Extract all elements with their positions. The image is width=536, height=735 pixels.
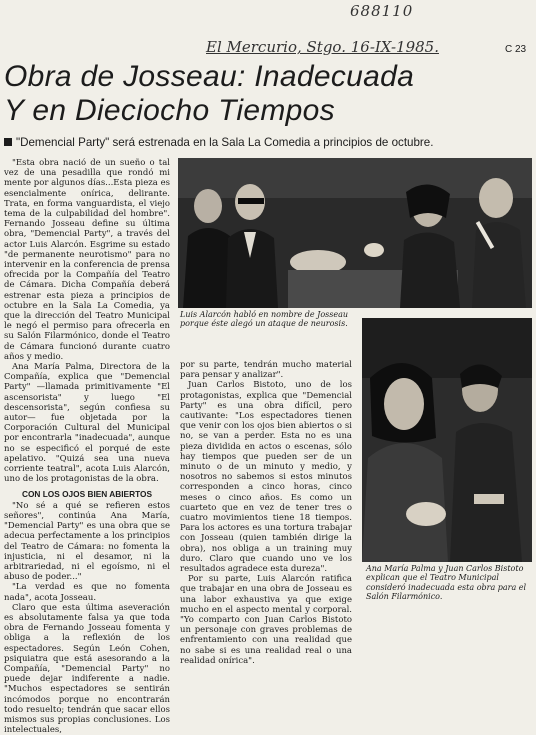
- actors-image: [362, 318, 532, 562]
- paragraph: por su parte, tendrán mucho material para pensar y analizar".: [180, 360, 352, 381]
- archive-code: 688110: [350, 2, 414, 20]
- paragraph: "La verdad es que no fomenta nada", acota Josseau.: [4, 582, 170, 603]
- paragraph: Ana María Palma, Directora de la Compañía, explica que "Demencial Party" —llamada primitivamente "El ascensorista" y luego "El descensorista", según confiesa su autor— fue objetada por la Corporación Cultural del Municipal por encontrarla "inadecuada", aunque no se especificó el porqué de este apelativo. "Quizá sea una nueva corriente teatral", acota Luis Alarcón, uno de los protagonistas de la obra.: [4, 362, 170, 485]
- square-bullet-icon: [4, 138, 12, 146]
- paragraph: Juan Carlos Bistoto, uno de los protagonistas, explica que "Demencial Party" es una obra difícil, pero cautivante: "Los espectadores tienen que venir con los ojos bien abiertos o si no, se van a perder. Esta no es una pieza dividida en actos o escenas, sólo hay tiempos que pueden ser de un minuto o de un minuto y medio, y nosotros no sabemos si estos minutos corresponden a cinco horas, cinco meses o cinco años. Es como un cuarteto que en vez de tener tres o cuatro movimientos tiene 18 tiempos. Para los actores es una tortura trabajar con Josseau (quien también dirige la obra), nos obliga a un training muy duro. Claro que cuando uno ve los resultados agradece esta dureza".: [180, 380, 352, 575]
- actors-photo: [362, 318, 532, 562]
- photo-caption-1: Luis Alarcón habló en nombre de Josseau porque éste alegó un ataque de neurosis.: [180, 310, 349, 329]
- headline-line-1: Obra de Josseau: Inadecuada: [4, 60, 415, 93]
- headline-line-2: Y en Dieciocho Tiempos: [4, 94, 335, 127]
- photo-caption-2: Ana María Palma y Juan Carlos Bistoto explican que el Teatro Municipal consideró inadecuada esta obra para el Salón Filarmónico.: [366, 564, 527, 602]
- paragraph: Por su parte, Luis Alarcón ratifica que trabajar en una obra de Josseau es una labor exhaustiva ya que exige mucho en el aspecto mental y corporal. "Yo comparto con Juan Carlos Bistoto un personaje con graves problemas de enfrentamiento con una realidad que no sabe si es una realidad real o una realidad onírica".: [180, 574, 352, 666]
- source-annotation: El Mercurio, Stgo. 16-IX-1985.: [206, 38, 439, 56]
- page-number: C 23: [505, 44, 527, 55]
- press-conference-photo: [178, 158, 532, 308]
- subtitle: [4, 136, 532, 149]
- press-conference-image: [178, 158, 532, 308]
- article-column-1: [4, 158, 170, 735]
- subtitle-text: "Demencial Party" será estrenada en la Sala La Comedia a principios de octubre.: [16, 136, 434, 149]
- paragraph: "No sé a qué se refieren estos señores", continúa Ana María, "Demencial Party" es una obra que se adecua perfectamente a los principios del Teatro de Cámara: no fomenta la injusticia, ni el desamor, ni la arbitrariedad, ni el egoísmo, ni el abuso de poder...": [4, 500, 170, 583]
- paragraph: "Esta obra nació de un sueño o tal vez de una pesadilla que rondó mi mente por algunos días...Esta pieza es esencialmente onírica, delirante. Trata, en forma vanguardista, el viejo tema de la culpabilidad del hombre". Fernando Josseau define su última obra, "Demencial Party", a través del actor Luis Alarcón. Esgrime su estado "de permanente neurotismo" para no intervenir en la conferencia de prensa ofrecida por la Compañía del Teatro de Cámara. Dicha Compañía deberá estrenar esta pieza a principios de octubre en la Sala La Comedia, ya que la dirección del Teatro Municipal le negó el permiso para ofrecerla en su Salón Filarmónico, donde el Teatro de Cámara funcionó durante cuatro años y medio.: [4, 158, 170, 362]
- article-column-2: [180, 360, 352, 666]
- headline: [4, 60, 532, 128]
- section-subhead: CON LOS OJOS BIEN ABIERTOS: [21, 488, 152, 499]
- paragraph: Claro que esta última aseveración es absolutamente falsa ya que toda obra de Fernando Josseau fomenta y obliga a la reflexión de los espectadores. Según León Cohen, psiquiatra que está asesorando a la Compañía, "Demencial Party" no puede dejar indiferente a nadie. "Muchos espectadores se sentirán incómodos porque no encontrarán todo resuelto; tendrán que sacar ellos mismos sus propias conclusiones. Los intelectuales,: [4, 602, 170, 735]
